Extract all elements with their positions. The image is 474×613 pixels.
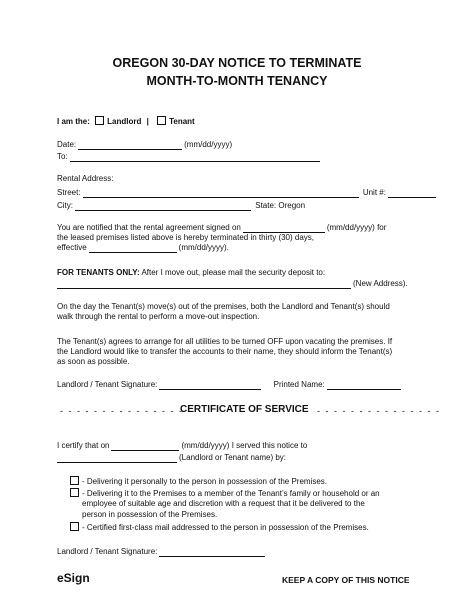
premises-checkbox[interactable] [70,488,79,497]
unit-field[interactable] [388,188,436,198]
option-premises-text-1: - Delivering it to the Premises to a member of the Tenant’s family or household or an [82,489,380,498]
effective-date-field[interactable] [89,243,177,253]
signed-date-field[interactable] [243,223,325,233]
landlord-checkbox[interactable] [95,116,104,125]
to-row [57,152,322,162]
cert-signature-label: Landlord / Tenant Signature: [57,547,158,556]
role-separator: | [146,117,149,126]
option-personal-text: - Delivering it personally to the person in possession of the Premises. [82,477,328,486]
effective-label: effective [57,243,87,252]
certificate-title: CERTIFICATE OF SERVICE [180,404,309,415]
served-date-field[interactable] [111,441,179,451]
dash-right: - - - - - - - - - - - - - - - [317,406,441,416]
street-row [57,188,438,198]
printed-name-field[interactable] [327,380,401,390]
rental-heading: Rental Address: [57,174,114,183]
unit-label: Unit #: [362,188,386,197]
signature-row [57,380,403,390]
option-mail [67,522,369,533]
personal-checkbox[interactable] [70,476,79,485]
street-label: Street: [57,188,81,197]
served-name-field[interactable] [57,453,177,463]
cert-signature-field[interactable] [159,547,265,557]
new-address-field[interactable] [57,279,351,289]
landlord-label: Landlord [107,117,142,126]
title-line-1: OREGON 30-DAY NOTICE TO TERMINATE [112,56,362,70]
city-row [57,201,305,211]
role-row [57,116,195,127]
notice-text-a: You are notified that the rental agreement signed on [57,223,241,232]
tenants-only-label: FOR TENANTS ONLY: [57,268,140,277]
cert-signature-row [57,547,267,557]
moveout-line-2: walk through the rental to perform a move-out inspection. [57,312,260,321]
title-line-2: MONTH-TO-MONTH TENANCY [146,74,328,88]
signature-field[interactable] [159,380,261,390]
new-address-label: (New Address). [353,279,408,288]
cert-line-2 [57,453,286,463]
option-premises-text-3: person in possession of the Premises. [82,510,218,519]
notice-line-1 [57,223,386,233]
dash-left: - - - - - - - - - - - - - - - [60,406,184,416]
utilities-line-2: the Landlord would like to transfer the accounts to their name, they should inform the Tenant(s) [57,347,393,356]
utilities-line-3: as soon as possible. [57,357,130,366]
street-field[interactable] [83,188,359,198]
option-premises-text-2: employee of suitable age and discretion with a request that it be delivered to the [82,499,365,508]
effective-hint: (mm/dd/yyyy). [178,243,229,252]
notice-line-3 [57,243,229,253]
notice-text-b: (mm/dd/yyyy) for [326,223,387,232]
to-field[interactable] [70,152,320,162]
cert-text-c: (Landlord or Tenant name) by: [179,453,287,462]
option-mail-text: - Certified first-class mail addressed to the person in possession of the Premises. [82,523,369,532]
role-label: I am the: [57,117,90,126]
cert-text-b: (mm/dd/yyyy) I served this notice to [181,441,308,450]
city-field[interactable] [75,201,251,211]
signature-label: Landlord / Tenant Signature: [57,380,158,389]
option-personal [67,476,327,487]
to-label: To: [57,152,68,161]
date-field[interactable] [78,140,182,150]
tenants-only-text: After I move out, please mail the security deposit to: [139,268,326,277]
date-row [57,140,232,150]
state-label: State: Oregon [255,201,306,210]
date-label: Date: [57,140,77,149]
esign-logo: eSign [57,571,90,585]
city-label: City: [57,201,73,210]
tenant-checkbox[interactable] [157,116,166,125]
printed-name-label: Printed Name: [273,380,325,389]
new-address-row [57,279,408,289]
tenants-only-row [57,268,325,278]
cert-text-a: I certify that on [57,441,110,450]
notice-line-2: the leased premises listed above is hereby terminated in thirty (30) days, [57,233,315,242]
mail-checkbox[interactable] [70,522,79,531]
option-premises [67,488,380,499]
utilities-line-1: The Tenant(s) agrees to arrange for all utilities to be turned OFF upon vacating the premises. If [57,337,393,346]
date-hint: (mm/dd/yyyy) [184,140,233,149]
cert-line-1 [57,441,307,451]
tenant-label: Tenant [169,117,195,126]
moveout-line-1: On the day the Tenant(s) move(s) out of the premises, both the Landlord and Tenant(s) should [57,302,390,311]
keep-copy-notice: KEEP A COPY OF THIS NOTICE [282,575,410,585]
